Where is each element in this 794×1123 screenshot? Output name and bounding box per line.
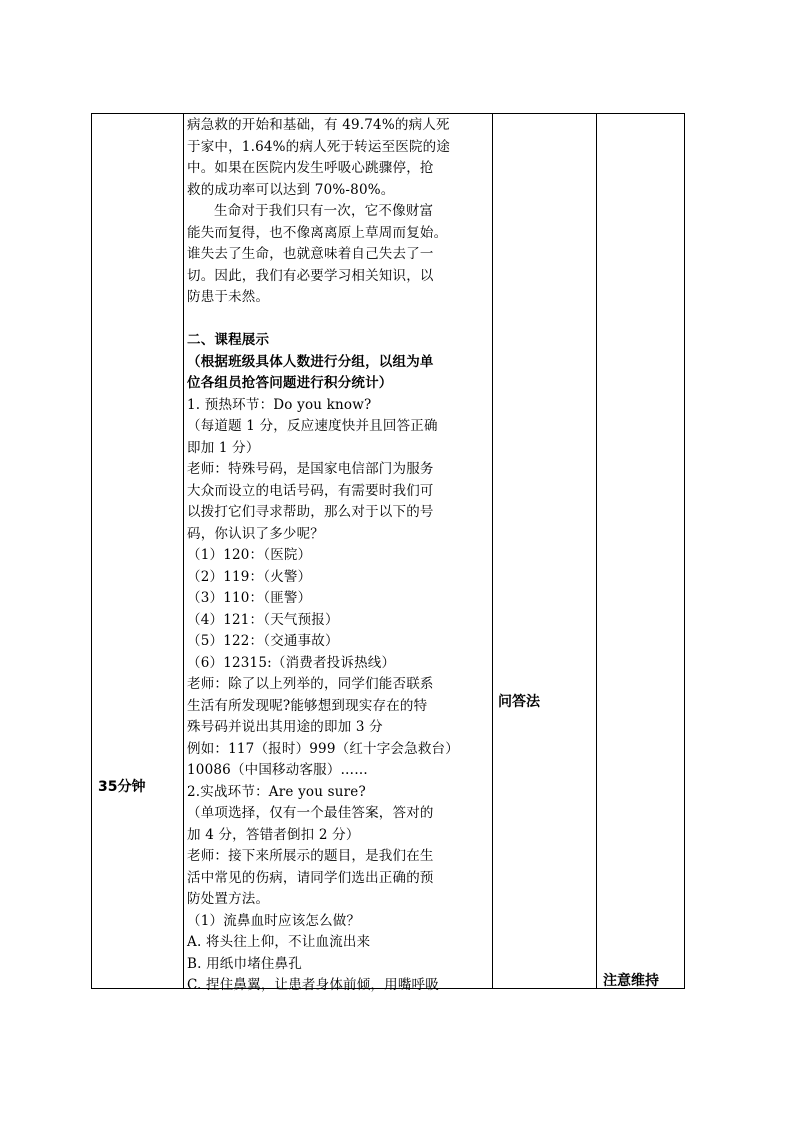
method-label: 问答法 [498, 694, 540, 710]
content-line: 切。因此，我们有必要学习相关知识，以 [187, 267, 434, 284]
content-line: 例如：117（报时）999（红十字会急救台） [187, 740, 459, 757]
content-line: 防患于未然。 [187, 289, 270, 305]
content-line: 活中常见的伤病，请同学们选出正确的预 [187, 869, 434, 886]
content-line: （4）121：（天气预报） [187, 611, 339, 628]
content-line: 能失而复得，也不像离离原上草周而复始。 [187, 224, 448, 241]
content-line: 殊号码并说出其用途的即加 3 分 [187, 719, 383, 735]
content-line: 于家中，1.64%的病人死于转运至医院的途 [187, 138, 451, 155]
content-line: 以拨打它们寻求帮助，那么对于以下的号 [187, 504, 434, 520]
content-line: （每道题 1 分，反应速度快并且回答正确 [187, 418, 438, 434]
column-divider [492, 114, 493, 988]
content-line: 2.实战环节：Are you sure? [187, 783, 366, 800]
content-line: C. 捏住鼻翼，让患者身体前倾，用嘴呼吸 [187, 977, 439, 993]
content-line: 生活有所发现呢?能够想到现实存在的特 [187, 697, 428, 714]
content-line: 生命对于我们只有一次，它不像财富 [214, 203, 434, 219]
content-line: 中。如果在医院内发生呼吸心跳骤停，抢 [187, 160, 434, 176]
content-line: 老师：特殊号码，是国家电信部门为服务 [187, 461, 434, 477]
content-line: （单项选择，仅有一个最佳答案，答对的 [187, 805, 434, 821]
time-label: 35分钟 [98, 779, 146, 795]
content-line: 老师：接下来所展示的题目，是我们在生 [187, 848, 434, 864]
content-line: （3）110：（匪警） [187, 590, 312, 606]
content-line: 救的成功率可以达到 70%-80%。 [187, 181, 395, 198]
content-column [187, 115, 484, 997]
content-line: （1）120：（医院） [187, 547, 312, 563]
column-divider [183, 114, 184, 988]
column-divider [596, 114, 597, 988]
content-line: 病急救的开始和基础，有 49.74%的病人死 [187, 117, 450, 133]
content-line: （1）流鼻血时应该怎么做？ [187, 912, 361, 929]
content-line: 二、课程展示 [187, 332, 270, 348]
content-line: 大众而设立的电话号码，有需要时我们可 [187, 482, 434, 499]
content-line: 码，你认识了多少呢？ [187, 525, 324, 542]
content-line: （5）122：（交通事故） [187, 633, 339, 649]
lesson-table [91, 113, 685, 993]
content-line: 位各组员抢答问题进行积分统计） [187, 375, 393, 391]
note-label: 注意维持 [603, 973, 659, 989]
content-line: 老师：除了以上列举的，同学们能否联系 [187, 676, 434, 692]
content-line: 1. 预热环节：Do you know? [187, 396, 372, 413]
time-column [92, 114, 183, 988]
content-line: （根据班级具体人数进行分组，以组为单 [187, 353, 434, 370]
content-line: 防处置方法。 [187, 891, 270, 907]
content-line: （2）119：（火警） [187, 568, 312, 585]
content-line: B. 用纸巾堵住鼻孔 [187, 955, 303, 972]
content-line [187, 309, 484, 331]
content-line: 加 4 分，答错者倒扣 2 分） [187, 826, 360, 843]
content-line: 即加 1 分） [187, 439, 260, 456]
content-line: 10086（中国移动客服）…… [187, 762, 368, 778]
content-line: A. 将头往上仰，不让血流出来 [187, 934, 371, 950]
content-line: （6）12315:（消费者投诉热线） [187, 654, 396, 671]
content-line: 谁失去了生命，也就意味着自己失去了一 [187, 246, 434, 262]
